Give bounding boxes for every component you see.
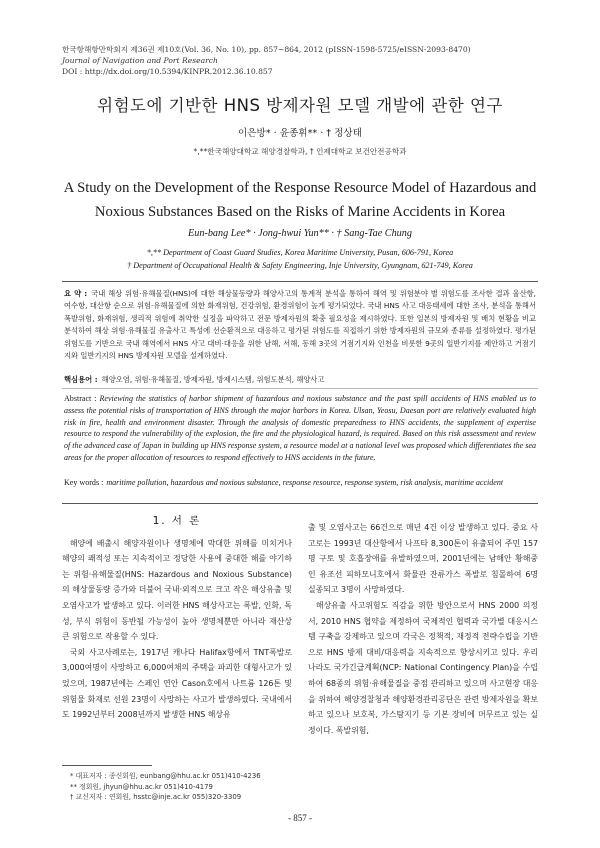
journal-name: Journal of Navigation and Port Research bbox=[62, 56, 218, 65]
bottom-divider bbox=[62, 503, 538, 504]
paragraph: 해양에 배출시 해양자원이나 생명체에 막대한 위해를 미치거나 해양의 쾌적성 또는 지속적이고 정당한 사용에 중대한 해를 야기하는 위험·유해물질(HNS: Hazardous and Noxious Substance)의 해상물동량 증가와 더불어 국내·외적으로 크고 작은 해상유출 및 오염사고가 발생하고 있다. 이러한 HNS 해상사고는 폭발, 인화, 독성, 부식 위험이 동반될 가능성이 높아 생명체뿐만 아니라 재산상 큰 위험으로 작용할 수 있다. bbox=[62, 538, 292, 642]
page-number: - 857 - bbox=[288, 813, 312, 823]
footnote: * 대표저자 : 종신회원, eunbang@hhu.ac.kr 051)410-4236 bbox=[70, 772, 261, 780]
affiliation-english-1: *,** Department of Coast Guard Studies, Korea Maritime University, Pusan, 606-791, Korea bbox=[146, 248, 454, 257]
title-english: A Study on the Development of the Response Resource Model of Hazardous and Noxious Substances Based on the Risks of Marine Accidents in Korea bbox=[63, 180, 537, 220]
footnote-divider bbox=[62, 765, 152, 766]
doi-line: DOI : http://dx.doi.org/10.5394/KINPR.2012.36.10.857 bbox=[62, 67, 273, 76]
keywords-english-label: Key words : bbox=[64, 478, 104, 487]
top-divider bbox=[62, 281, 538, 282]
journal-citation: 한국항해항만학회지 제36권 제10호(Vol. 36, No. 10), pp. 857~864, 2012 (pISSN-1598-5725/eISSN-2093-8470) bbox=[62, 45, 471, 54]
affiliation-korean: *,**한국해양대학교 해양경찰학과, † 인제대학교 보건안전공학과 bbox=[193, 147, 407, 156]
keywords-korean-text: 해양오염, 위험·유해물질, 방제자원, 방제시스템, 위험도분석, 해양사고 bbox=[101, 375, 325, 384]
body-column-right bbox=[308, 520, 538, 738]
affiliation-english-2: † Department of Occupational Health & Safety Engineering, Inje University, Gyungnam, 621-749, Korea bbox=[127, 261, 473, 270]
journal-header bbox=[62, 44, 471, 77]
footnotes bbox=[70, 771, 261, 803]
abstract-korean-label: 요 약 : bbox=[64, 289, 88, 298]
paragraph: 해상유출 사고위험도 직감을 위한 방안으로서 HNS 2000 의정서, 2010 HNS 협약을 제정하여 국제적인 협력과 국가별 대응시스템 구축을 강제하고 있으며 각국은 정책적, 재정적 전략수립을 기반으로 HNS 방제 대비/대응력을 지속적으로 향상시키고 있다. 우리나라도 국가긴급계획(NCP: National Contingency Plan)을 수립하여 68종의 위험·유해물질을 중점 관리하고 있으며 사고현장 대응을 위하여 해양경찰청과 해양환경관리공단은 관련 방제자원을 확보하고 있으나 보호복, 가스탐지기 등 기본 장비에 머무르고 있는 실정이다. 폭발위험, bbox=[308, 600, 538, 735]
body-column-left bbox=[62, 514, 292, 723]
affiliation-english bbox=[0, 246, 600, 272]
abstract-korean bbox=[64, 288, 536, 362]
keywords-korean-label: 핵심용어 : bbox=[64, 375, 98, 384]
keywords-english-text: maritime pollution, hazardous and noxious substance, response resource, response system, risk analysis, maritime accident bbox=[106, 478, 504, 487]
abstract-english-label: Abstract : bbox=[64, 394, 97, 403]
authors-english: Eun-bang Lee* · Jong-hwui Yun** · † Sang-Tae Chung bbox=[188, 228, 412, 239]
keywords-english bbox=[64, 477, 536, 489]
paragraph: 국외 사고사례로는, 1917년 캐나다 Halifax항에서 TNT폭발로 3,000여명이 사망하고 6,000여채의 주택을 파괴한 대형사고가 있었으며, 1987년에는 스페인 연안 Cason호에서 나트륨 126톤 및 위험물 화재로 선원 23명이 사망하는 사고가 발생하였다. 국내에서도 1992년부터 2008년까지 발생한 HNS 해상유 bbox=[62, 647, 292, 720]
abstract-korean-text: 국내 해상 위험·유해물질(HNS)에 대한 해상물동량과 해양사고의 통계적 분석을 통하여 해역 및 위험분야 별 위험도를 조사한 결과 울산항, 여수항, 대산항 순으로 위험·유해물질에 의한 화재위험, 건강위험, 환경위험이 높게 평가되었다. 국내 HNS 사고 대응태세에 대한 조사, 분석을 통해서 폭발위험, 화재위험, 생리적 위험에 취약한 실정을 파악하고 전문 방제자원의 확충 필요성을 제시하였다. 또한 일본의 방제자원 및 배치 현황을 비교 분석하여 해상 위험·유해물질 유출사고 특성에 선순환적으로 대응하고 평가된 위험도를 직접하기 위한 방제자원의 규모와 종류를 설정하였다. 평가된 위험도를 기반으로 국내 해역에서 HNS 사고 대비·대응을 위한 남해, 서해, 동해 3곳의 거점기지와 인천을 비롯한 9곳의 일반기지를 제안하고 거점기지와 일반기지의 HNS 방제자원 모델을 설계하였다. bbox=[64, 289, 536, 361]
footnote: ** 정회원, jhyun@hhu.ac.kr 051)410-4179 bbox=[70, 782, 213, 791]
title-korean: 위험도에 기반한 HNS 방제자원 모델 개발에 관한 연구 bbox=[97, 96, 503, 115]
section-heading: 1. 서 론 bbox=[152, 515, 202, 527]
keywords-korean bbox=[64, 375, 536, 385]
paragraph: 출 및 오염사고는 66건으로 매년 4건 이상 발생하고 있다. 중요 사고로는 1993년 대산항에서 나프타 8,300톤이 유출되어 주민 157명 구토 및 호흡장애를 유발하였으며, 2001년에는 남해안 황해중인 유조선 피하모니호에서 화물관 잔류가스 폭발로 침몰하여 6명 실종되고 3명이 사망하였다. bbox=[308, 523, 538, 595]
abstract-english-text: Reviewing the statistics of harbor shipment of hazardous and noxious substance and the past spill accidents of HNS enabled us to assess the potential risks of transportation of HNS through the major harbors in Korea. Ulsan, Yeosu, Daesan port are relatively evaluated high risk in fire, health and environment disaster. Through the analysis of domestic preparedness to HNS accidents, the supplement of expertise resource to respond the vulnerability of the explosion, the fire and the physiological hazard, is required. Based on this risk assessment and review of the advanced case of Japan in building up HNS response system, a resource model at a national level was proposed which differentiates the sea areas for the proper allocation of resources to respond effectively to HNS accidents in the future. bbox=[64, 394, 536, 462]
abstract-divider bbox=[62, 388, 538, 389]
footnote: † 교신저자 : 연회원, hsstc@inje.ac.kr 055)320-3309 bbox=[70, 793, 242, 802]
authors-korean: 이은방* · 윤종휘** · † 정상태 bbox=[238, 128, 362, 139]
abstract-english bbox=[64, 393, 536, 464]
